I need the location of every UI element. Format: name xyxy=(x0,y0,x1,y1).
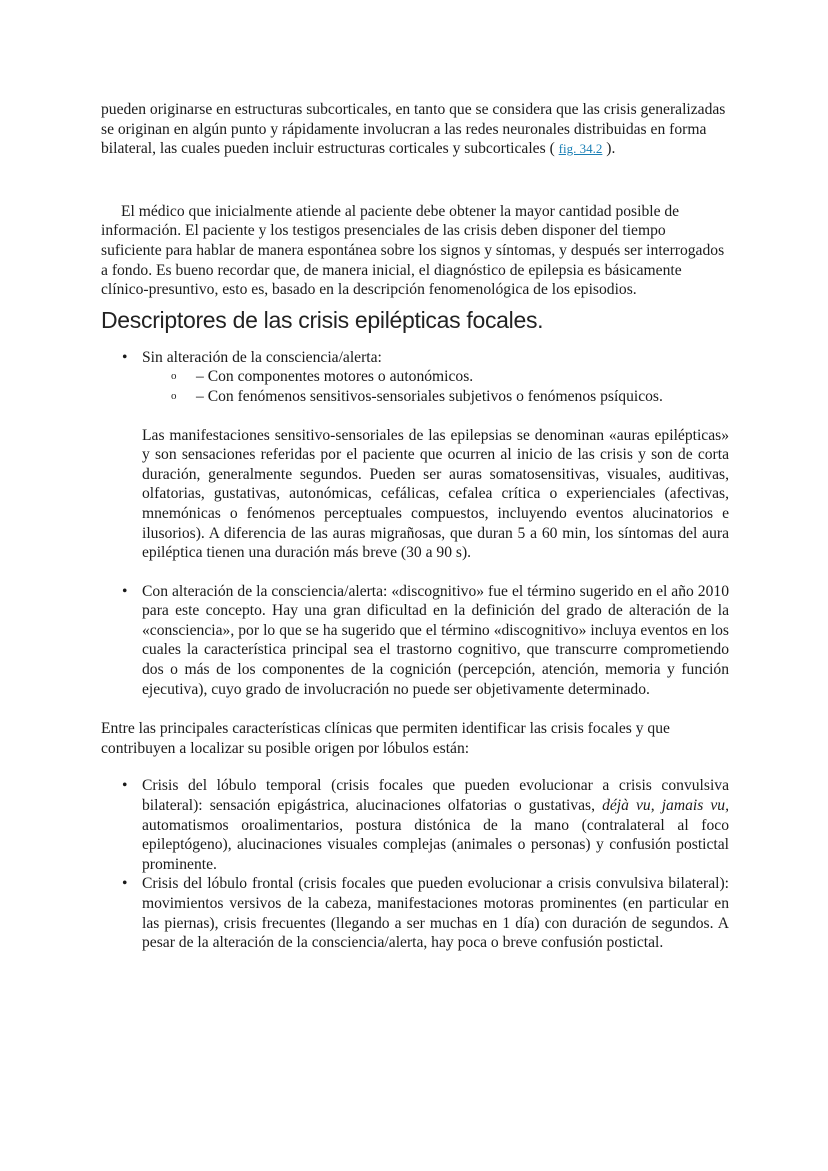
circle-bullet-icon: o xyxy=(171,389,177,402)
section-heading: Descriptores de las crisis epilépticas focales. xyxy=(101,306,544,333)
sub-list-item-text: – Con componentes motores o autonómicos. xyxy=(196,368,474,386)
list-item xyxy=(101,874,729,952)
bullet-icon: • xyxy=(122,875,128,893)
figure-link[interactable]: fig. 34.2 xyxy=(558,141,603,157)
document-page xyxy=(101,100,729,953)
paragraph-text: pueden originarse en estructuras subcorticales, en tanto que se considera que las crisis generalizadas se originan en algún punto y rápidamente involucran a las redes neuronales distribuidas en forma bilateral, las cuales pueden incluir estructuras corticales y subcorticales ( xyxy=(101,101,726,158)
bullet-icon: • xyxy=(122,777,128,795)
list-item xyxy=(101,582,729,700)
list-item xyxy=(101,348,729,368)
list-item-text: Crisis del lóbulo frontal (crisis focales que pueden evolucionar a crisis convulsiva bilateral): movimientos versivos de la cabeza, manifestaciones motoras prominentes (en particular en las piernas), crisis frecuentes (llegando a ser muchas en 1 día) con duración de segundos. A pesar de la alteración de la consciencia/alerta, hay poca o breve confusión postictal. xyxy=(142,875,729,952)
sub-list-item-text: – Con fenómenos sensitivos-sensoriales subjetivos o fenómenos psíquicos. xyxy=(196,387,663,405)
list-item xyxy=(101,776,729,874)
circle-bullet-icon: o xyxy=(171,370,177,383)
bullet-list-1 xyxy=(101,348,729,407)
list-item-italic: déjà vu, jamais vu, xyxy=(602,797,729,815)
paragraph-text-end: ). xyxy=(602,140,616,158)
paragraph-auras: Las manifestaciones sensitivo-sensoriales de las epilepsias se denominan «auras epilépticas» y son sensaciones referidas por el paciente que ocurren al inicio de las crisis y son de corta duración, generalmente segundos. Pueden ser auras somatosensitivas, visuales, auditivas, olfatorias, gustativas, autonómicas, cefálicas, cefalea crítica o experienciales (afectivas, mnemónicas o fenómenos perceptuales compuestos, incluyendo eventos alucinatorios e ilusorios). A diferencia de las auras migrañosas, que duran 5 a 60 min, los síntomas del aura epiléptica tienen una duración más breve (30 a 90 s). xyxy=(142,426,729,562)
paragraph-localization: Entre las principales características clínicas que permiten identificar las crisis focales y que contribuyen a localizar su posible origen por lóbulos están: xyxy=(101,720,670,757)
list-item-text: Sin alteración de la consciencia/alerta: xyxy=(142,348,382,366)
bullet-icon: • xyxy=(122,348,128,366)
list-item-text: Crisis del lóbulo temporal (crisis focales que pueden evolucionar a crisis convulsiva bilateral): sensación epigástrica, alucinaciones olfatorias o gustativas, xyxy=(142,777,729,815)
bullet-icon: • xyxy=(122,582,128,600)
sub-list-item xyxy=(101,387,729,407)
bullet-list-2 xyxy=(101,582,729,700)
bullet-list-3 xyxy=(101,776,729,952)
paragraph-intro xyxy=(101,100,729,159)
list-item-text: Con alteración de la consciencia/alerta: «discognitivo» fue el término sugerido en el año 2010 para este concepto. Hay una gran dificultad en la definición del grado de alteración de la «consciencia», por lo que se ha sugerido que el término «discognitivo» incluya eventos en los cuales la característica principal sea el trastorno cognitivo, que transcurre comprometiendo dos o más de los componentes de la cognición (percepción, atención, memoria y función ejecutiva), cuyo grado de involucración no puede ser objetivamente determinado. xyxy=(142,582,729,698)
paragraph-diagnosis: El médico que inicialmente atiende al paciente debe obtener la mayor cantidad posible de información. El paciente y los testigos presenciales de las crisis deben disponer del tiempo suficiente para hablar de manera espontánea sobre los signos y síntomas, y después ser interrogados a fondo. Es bueno recordar que, de manera inicial, el diagnóstico de epilepsia es básicamente clínico-presuntivo, esto es, basado en la descripción fenomenológica de los episodios. xyxy=(101,202,725,299)
sub-list-item xyxy=(101,367,729,387)
list-item-text-end: automatismos oroalimentarios, postura distónica de la mano (contralateral al foco epileptógeno), alucinaciones visuales complejas (animales o personas) y confusión postictal prominente. xyxy=(142,816,729,873)
